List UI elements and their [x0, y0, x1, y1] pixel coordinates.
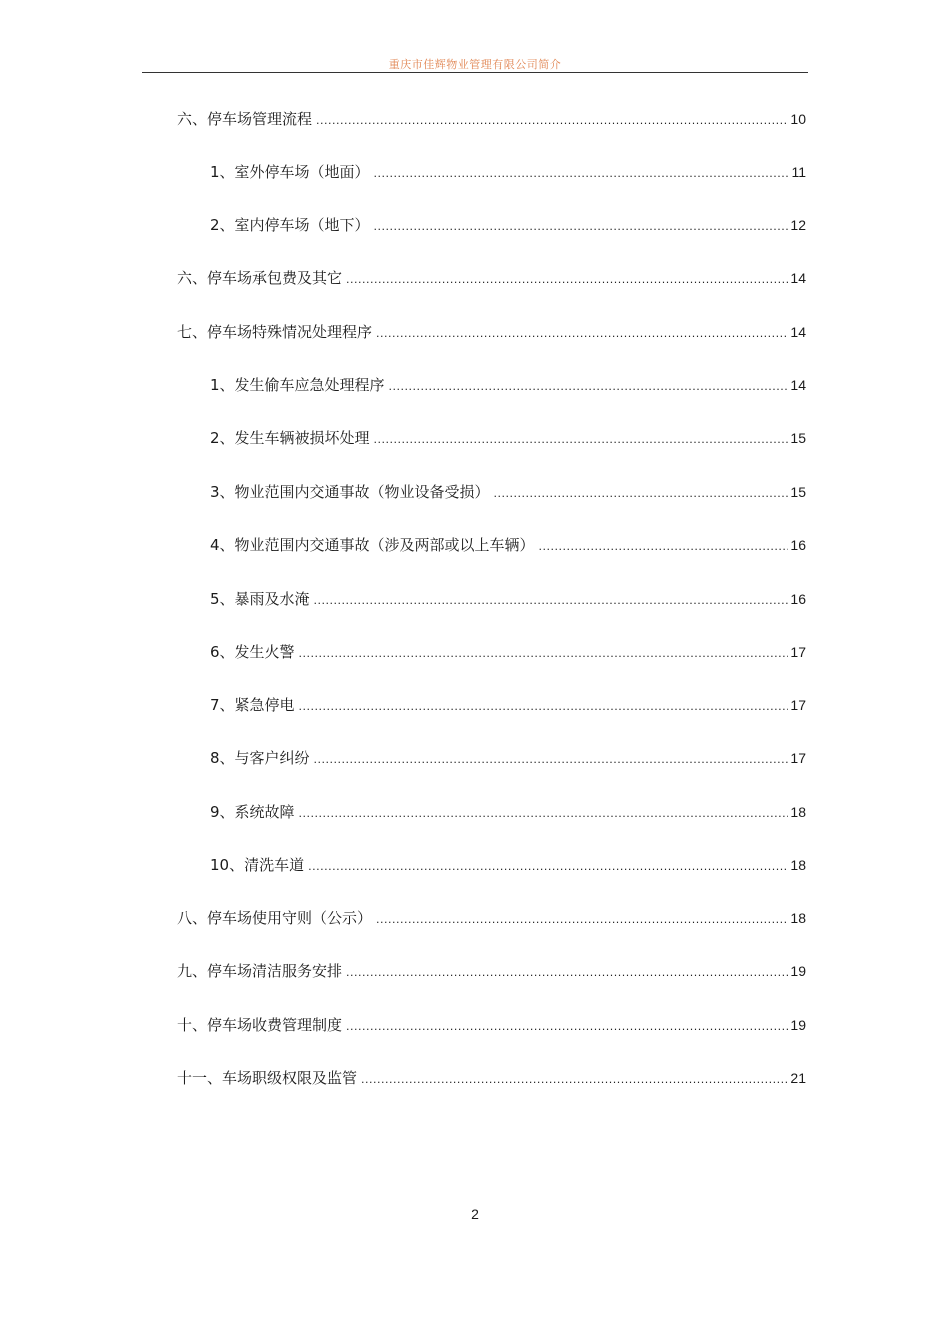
toc-leader-dots [389, 375, 789, 399]
toc-entry-title: 九、停车场清洁服务安排 [177, 962, 343, 980]
toc-leader-dots [539, 535, 789, 559]
toc-entry[interactable] [210, 213, 806, 237]
toc-entry[interactable] [210, 587, 806, 611]
toc-entry[interactable] [177, 959, 806, 983]
toc-entry-title: 8、与客户纠纷 [210, 749, 310, 767]
toc-entry-title: 7、紧急停电 [210, 696, 295, 714]
toc-entry-title: 2、发生车辆被损坏处理 [210, 429, 370, 447]
toc-leader-dots [314, 589, 789, 613]
toc-entry-page: 15 [790, 430, 806, 446]
toc-entry[interactable] [210, 160, 806, 184]
toc-entry[interactable] [177, 1013, 806, 1037]
toc-entry[interactable] [210, 800, 806, 824]
toc-entry[interactable] [210, 693, 806, 717]
toc-leader-dots [374, 428, 789, 452]
toc-leader-dots [308, 855, 788, 879]
toc-entry[interactable] [210, 640, 806, 664]
toc-entry-page: 14 [790, 377, 806, 393]
toc-leader-dots [346, 1015, 788, 1039]
toc-entry[interactable] [210, 533, 806, 557]
toc-leader-dots [376, 908, 788, 932]
toc-entry-page: 12 [790, 217, 806, 233]
toc-entry[interactable] [210, 426, 806, 450]
toc-leader-dots [316, 109, 788, 133]
toc-entry-page: 10 [790, 111, 806, 127]
toc-leader-dots [346, 268, 788, 292]
toc-entry-page: 14 [790, 324, 806, 340]
toc-entry[interactable] [210, 480, 806, 504]
toc-entry-page: 18 [790, 804, 806, 820]
toc-entry[interactable] [177, 1066, 806, 1090]
toc-leader-dots [299, 695, 789, 719]
toc-leader-dots [346, 961, 788, 985]
toc-entry[interactable] [210, 373, 806, 397]
toc-entry-title: 六、停车场管理流程 [177, 110, 313, 128]
toc-entry-title: 十一、车场职级权限及监管 [177, 1069, 358, 1087]
toc-leader-dots [374, 215, 789, 239]
toc-entry[interactable] [177, 906, 806, 930]
toc-entry-title: 1、室外停车场（地面） [210, 163, 370, 181]
toc-leader-dots [299, 642, 789, 666]
toc-leader-dots [376, 322, 788, 346]
toc-leader-dots [299, 802, 789, 826]
toc-entry-title: 六、停车场承包费及其它 [177, 269, 343, 287]
toc-entry[interactable] [177, 107, 806, 131]
toc-entry-title: 3、物业范围内交通事故（物业设备受损） [210, 483, 490, 501]
toc-entry-page: 16 [790, 591, 806, 607]
toc-entry-page: 21 [790, 1070, 806, 1086]
toc-entry-page: 11 [791, 164, 806, 180]
toc-entry-page: 18 [790, 857, 806, 873]
toc-entry-title: 5、暴雨及水淹 [210, 590, 310, 608]
toc-entry-page: 17 [790, 750, 806, 766]
toc-entry-title: 1、发生偷车应急处理程序 [210, 376, 385, 394]
page-number: 2 [471, 1206, 479, 1222]
toc-entry-title: 6、发生火警 [210, 643, 295, 661]
toc-entry[interactable] [177, 266, 806, 290]
toc-entry[interactable] [210, 853, 806, 877]
toc-entry[interactable] [210, 746, 806, 770]
toc-entry-page: 15 [790, 484, 806, 500]
toc-entry-page: 19 [790, 1017, 806, 1033]
toc-entry-title: 9、系统故障 [210, 803, 295, 821]
toc-leader-dots [494, 482, 789, 506]
toc-entry-title: 4、物业范围内交通事故（涉及两部或以上车辆） [210, 536, 535, 554]
toc-entry-title: 10、清洗车道 [210, 856, 305, 874]
toc-entry-page: 17 [790, 644, 806, 660]
toc-entry-title: 2、室内停车场（地下） [210, 216, 370, 234]
toc-entry-title: 八、停车场使用守则（公示） [177, 909, 373, 927]
page-header-title: 重庆市佳辉物业管理有限公司简介 [388, 58, 562, 71]
toc-entry[interactable] [177, 320, 806, 344]
toc-entry-page: 17 [790, 697, 806, 713]
toc-entry-page: 16 [790, 537, 806, 553]
toc-entry-page: 19 [790, 963, 806, 979]
toc-leader-dots [314, 748, 789, 772]
toc-entry-page: 18 [790, 910, 806, 926]
toc-leader-dots [374, 162, 790, 186]
toc-leader-dots [361, 1068, 788, 1092]
toc-entry-title: 十、停车场收费管理制度 [177, 1016, 343, 1034]
toc-entry-page: 14 [790, 270, 806, 286]
toc-entry-title: 七、停车场特殊情况处理程序 [177, 323, 373, 341]
